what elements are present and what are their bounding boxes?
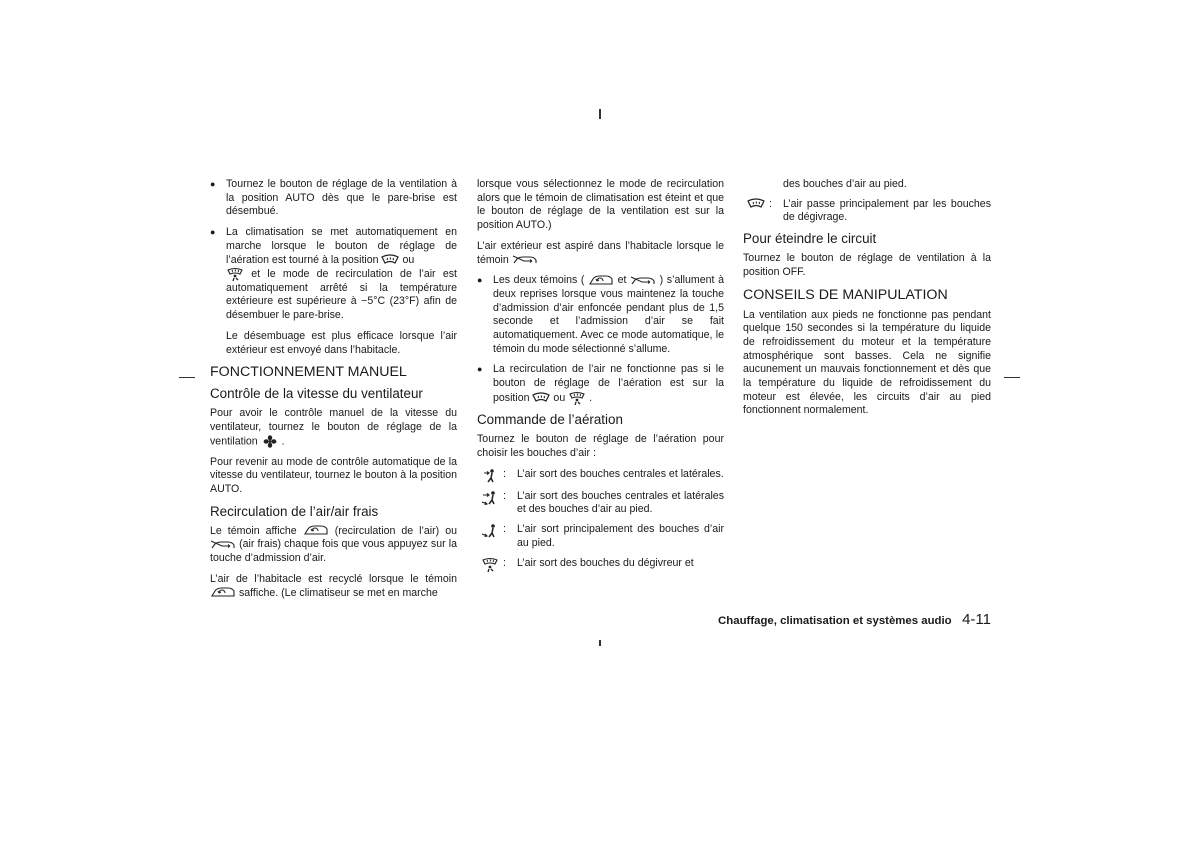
defrost-icon	[747, 198, 765, 209]
inline-text: (air frais) chaque fois que vous appuyez sur la touche d’admission d’air.	[210, 538, 457, 565]
colon: :	[503, 489, 506, 502]
vent-mode-continuation	[743, 178, 991, 192]
fresh-air-icon	[512, 254, 538, 265]
bullet-text: Tournez le bouton de réglage de la ventilation à la position AUTO dès que le pare-brise est désembué.	[226, 178, 457, 218]
paragraph: Tournez le bouton de réglage de l’aération pour choisir les bouches d’air :	[477, 433, 724, 460]
vent-mode-description: L’air sort des bouches du dégivreur et	[517, 556, 694, 569]
colon: :	[503, 556, 506, 569]
paragraph	[210, 407, 457, 448]
vent-mode-description: L’air sort des bouches centrales et latérales.	[517, 467, 724, 480]
inline-text: ou	[553, 391, 566, 404]
defrost-icon	[381, 254, 399, 265]
paragraph: Pour revenir au mode de contrôle automatique de la vitesse du ventilateur, tournez le bouton à la position AUTO.	[210, 455, 457, 496]
fresh-air-icon	[210, 539, 236, 550]
column-right	[743, 178, 991, 425]
bullet-item	[477, 363, 724, 405]
colon: :	[503, 523, 506, 536]
inline-text: et le mode de recirculation de l’air est automatiquement arrêté si la température extérieure est supérieure à −5°C (23°F) afin de désembuer le pare-brise.	[226, 268, 457, 322]
top-crop-mark	[599, 109, 601, 119]
column-middle	[477, 178, 724, 579]
recirculation-icon	[303, 525, 329, 536]
paragraph	[210, 525, 457, 566]
colon: :	[503, 467, 506, 480]
inline-text: La recirculation de l’air ne fonctionne pas si le bouton de réglage de l’aération est sur la position	[493, 363, 724, 404]
subheading-turn-off: Pour éteindre le circuit	[743, 231, 877, 247]
inline-text: L’air de l’habitacle est recyclé lorsque le témoin	[210, 572, 457, 585]
bottom-crop-mark	[599, 640, 601, 646]
section-title: Chauffage, climatisation et systèmes audio	[718, 615, 952, 627]
inline-text: ) s’allument à deux reprises lorsque vous maintenez la touche d’admission d’air enfoncée pendant plus de 1,5 seconde et l’admission d’air se fait automatiquement. Avec ce mode automatique, le témoin du mode sélectionné s’allume.	[493, 274, 724, 355]
defrost-icon	[532, 392, 550, 403]
inline-text: Pour avoir le contrôle manuel de la vitesse du ventilateur, tournez le bouton de réglage de la ventilation	[210, 407, 457, 447]
section-heading-tips: CONSEILS DE MANIPULATION	[743, 286, 948, 303]
bullet-item	[210, 226, 457, 323]
left-margin-mark	[179, 377, 195, 378]
paragraph: Tournez le bouton de réglage de ventilation à la position OFF.	[743, 252, 991, 278]
vent-mode-description: L’air sort principalement des bouches d’air au pied.	[517, 523, 724, 549]
column-left	[210, 178, 457, 607]
bullet-item	[210, 178, 457, 219]
vent-face-icon	[482, 468, 498, 484]
inline-text: L’air extérieur est aspiré dans l’habitacle lorsque le témoin	[477, 239, 724, 266]
vent-bilevel-icon	[481, 490, 499, 506]
vent-foot-icon	[481, 523, 499, 539]
vent-mode-row	[477, 468, 724, 484]
paragraph: lorsque vous sélectionnez le mode de recirculation alors que le témoin de climatisation est éteint et que le bouton de réglage de la ventilation est sur la position AUTO.)	[477, 178, 724, 232]
inline-text: .	[589, 391, 593, 404]
paragraph: La ventilation aux pieds ne fonctionne pas pendant quelque 150 secondes si la température du liquide de refroidissement du moteur et la température atmosphérique sont basses. Cela ne signifie aucunement un mauvais fonctionnement et dès que la température du liquide de refroidissement du moteur est élevée, les circuits d’air au pied fonctionnent normalement.	[743, 308, 991, 417]
page-number: 4-11	[962, 611, 991, 628]
vent-mode-row	[743, 198, 991, 225]
defrost-foot-icon	[481, 557, 499, 573]
vent-mode-row	[477, 490, 724, 517]
recirculation-icon	[588, 275, 614, 286]
fresh-air-icon	[630, 275, 656, 286]
subheading-fan-speed: Contrôle de la vitesse du ventilateur	[210, 386, 423, 402]
paragraph	[477, 240, 724, 267]
vent-mode-description: L’air sort des bouches centrales et latérales et des bouches d’air au pied.	[517, 489, 724, 516]
subheading-recirculation: Recirculation de l’air/air frais	[210, 503, 379, 519]
colon: :	[769, 197, 772, 210]
vent-mode-row	[477, 557, 724, 573]
inline-text: (recirculation de l’air) ou	[334, 524, 457, 537]
bullet-item	[477, 274, 724, 356]
inline-text: et	[617, 274, 627, 287]
defrost-foot-icon	[568, 391, 586, 405]
paragraph	[210, 573, 457, 600]
recirculation-icon	[210, 587, 236, 598]
inline-text: .	[281, 434, 285, 447]
subheading-aeration: Commande de l’aération	[477, 412, 623, 428]
paragraph: Le désembuage est plus efficace lorsque l’air extérieur est envoyé dans l’habitacle.	[226, 329, 457, 356]
inline-text: ou	[402, 253, 415, 266]
fan-icon	[261, 435, 279, 448]
page-footer	[650, 611, 991, 629]
vent-mode-description: L’air passe principalement par les bouches de dégivrage.	[783, 197, 991, 224]
vent-mode-description: des bouches d’air au pied.	[783, 178, 907, 190]
section-heading-manual: FONCTIONNEMENT MANUEL	[210, 364, 407, 381]
inline-text: Le témoin affiche	[210, 524, 297, 537]
right-margin-mark	[1004, 377, 1020, 378]
defrost-foot-icon	[226, 267, 244, 281]
bullet-text: La climatisation se met automatiquement en marche lorsque le bouton de réglage de l’aération est tourné à la position	[226, 226, 457, 266]
vent-mode-row	[477, 523, 724, 550]
inline-text: saffiche. (Le climatiseur se met en marche	[238, 586, 438, 599]
inline-text: Les deux témoins (	[493, 274, 585, 287]
